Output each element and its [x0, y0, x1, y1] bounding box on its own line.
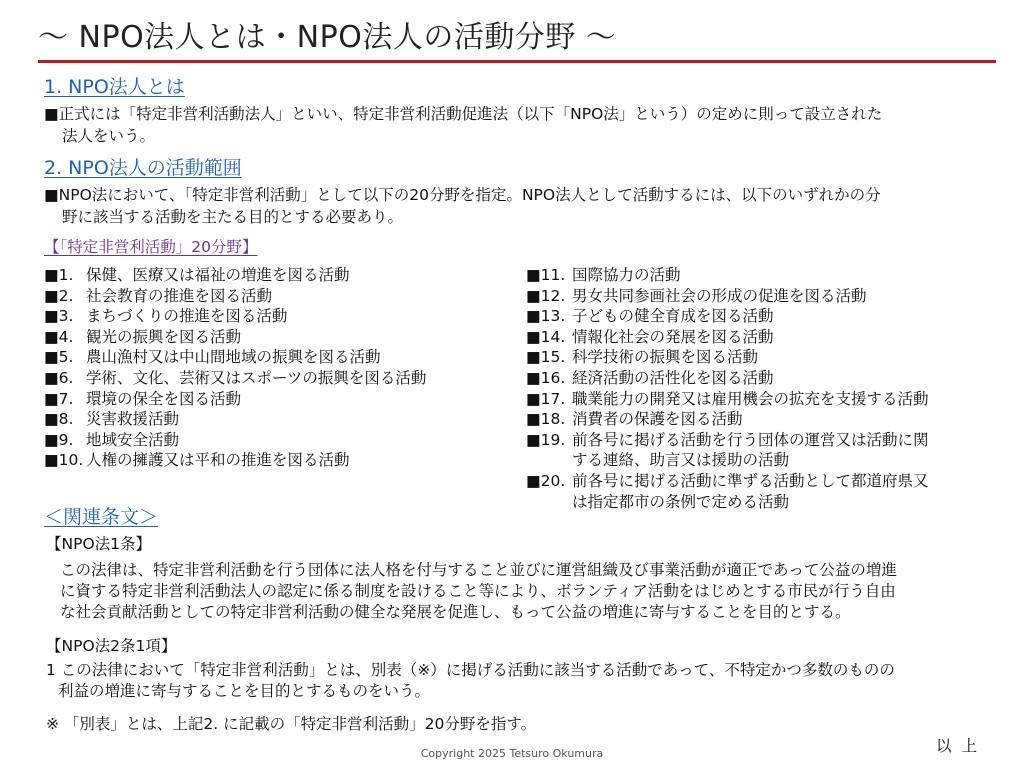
field-number: ■18.	[526, 410, 566, 429]
field-text: 職業能力の開発又は雇用機会の拡充を支援する活動	[572, 389, 929, 408]
field-number: ■7.	[44, 389, 74, 408]
field-number: ■5.	[44, 348, 74, 367]
section1-heading: 1. NPO法人とは	[44, 76, 185, 98]
field-text-line: 前各号に掲げる活動を行う団体の運営又は活動に関	[572, 430, 929, 449]
fields-heading: 【「特定非営利活動」20分野】	[44, 238, 258, 256]
field-number: ■11.	[526, 266, 566, 284]
end-mark: 以上	[936, 737, 988, 755]
field-item	[526, 368, 996, 389]
article1-line: この法律は、特定非営利活動を行う団体に法人格を付与すること並びに運営組織及び事業活動が適正であって公益の増進	[60, 561, 897, 579]
field-number: ■15.	[526, 348, 566, 367]
field-text: 経済活動の活性化を図る活動	[572, 368, 774, 387]
field-text: 地域安全活動	[86, 430, 180, 449]
field-number: ■14.	[526, 327, 566, 346]
field-text: 社会教育の推進を図る活動	[86, 286, 273, 305]
field-item	[44, 430, 514, 451]
field-item	[44, 327, 514, 348]
field-text: 人権の擁護又は平和の推進を図る活動	[86, 451, 350, 470]
field-text: 消費者の保護を図る活動	[572, 410, 743, 429]
field-text: 子どもの健全育成を図る活動	[572, 307, 774, 326]
section2-heading: 2. NPO法人の活動範囲	[44, 157, 242, 179]
footnote: ※ 「別表」とは、上記2. に記載の「特定非営利活動」20分野を指す。	[46, 715, 537, 733]
article1-label: 【NPO法1条】	[46, 535, 152, 553]
field-text	[572, 430, 929, 471]
article1-line: な社会貢献活動としての特定非営利活動の健全な発展を促進し、もって公益の増進に寄与することを目的とする。	[60, 603, 851, 621]
section2-line: 野に該当する活動を主たる目的とする必要あり。	[62, 208, 404, 226]
field-number: ■13.	[526, 307, 566, 326]
field-text: 災害救援活動	[86, 410, 180, 429]
field-number: ■8.	[44, 410, 74, 429]
field-text: 農山漁村又は中山間地域の振興を図る活動	[86, 348, 381, 367]
field-number: ■10.	[44, 451, 84, 470]
related-heading: ＜関連条文＞	[44, 506, 159, 528]
field-number: ■19.	[526, 430, 566, 449]
field-item	[44, 347, 514, 368]
field-text: まちづくりの推進を図る活動	[86, 307, 288, 326]
field-text: 男女共同参画社会の形成の促進を図る活動	[572, 286, 867, 305]
field-number: ■20.	[526, 471, 566, 490]
field-item	[526, 327, 996, 348]
field-number: ■2.	[44, 286, 74, 305]
field-item	[526, 409, 996, 430]
article2-body	[46, 660, 996, 702]
field-number: ■16.	[526, 368, 566, 387]
field-item	[526, 347, 996, 368]
field-number: ■3.	[44, 307, 74, 326]
field-text-line: 前各号に掲げる活動に準ずる活動として都道府県又	[572, 471, 929, 490]
field-item	[526, 430, 996, 471]
field-item	[526, 286, 996, 307]
field-number: ■1.	[44, 266, 74, 284]
article2-label: 【NPO法2条1項】	[46, 637, 177, 655]
field-text	[572, 471, 929, 512]
field-text-line: は指定都市の条例で定める活動	[572, 492, 790, 511]
section1-line: 法人をいう。	[62, 127, 156, 145]
article2-line: 利益の増進に寄与することを目的とするものをいう。	[58, 682, 431, 700]
field-text: 学術、文化、芸術又はスポーツの振興を図る活動	[86, 368, 427, 387]
field-text: 保健、医療又は福祉の増進を図る活動	[86, 266, 350, 284]
field-text: 環境の保全を図る活動	[86, 389, 242, 408]
field-number: ■9.	[44, 430, 74, 449]
copyright-text: Copyright 2025 Tetsuro Okumura	[420, 747, 604, 760]
page-title: 〜 NPO法人とは・NPO法人の活動分野 〜	[38, 20, 617, 55]
field-item	[44, 306, 514, 327]
field-number: ■17.	[526, 389, 566, 408]
section1-paragraph	[44, 103, 994, 147]
field-number: ■6.	[44, 368, 74, 387]
field-item	[44, 368, 514, 389]
field-item	[44, 265, 514, 286]
field-item	[44, 389, 514, 410]
field-text: 国際協力の活動	[572, 266, 681, 284]
field-number: ■4.	[44, 327, 74, 346]
section2-line: ■NPO法において、「特定非営利活動」として以下の20分野を指定。NPO法人として活動するには、以下のいずれかの分	[44, 186, 881, 204]
fields-list-right	[526, 265, 996, 512]
field-item	[526, 471, 996, 512]
field-item	[44, 450, 514, 471]
field-item	[526, 389, 996, 410]
section1-line: ■正式には「特定非営利活動法人」といい、特定非営利活動促進法（以下「NPO法」という）の定めに則って設立された	[44, 105, 883, 123]
fields-list-left	[44, 265, 514, 471]
field-item	[526, 265, 996, 286]
field-text-line: する連絡、助言又は援助の活動	[572, 451, 790, 470]
field-number: ■12.	[526, 286, 566, 305]
article1-body	[60, 560, 996, 623]
section2-paragraph	[44, 184, 994, 228]
field-text: 情報化社会の発展を図る活動	[572, 327, 774, 346]
article2-line: 1 この法律において「特定非営利活動」とは、別表（※）に掲げる活動に該当する活動であって、不特定かつ多数のものの	[46, 661, 895, 679]
field-text: 観光の振興を図る活動	[86, 327, 242, 346]
field-text: 科学技術の振興を図る活動	[572, 348, 759, 367]
field-item	[44, 286, 514, 307]
title-divider	[38, 60, 996, 63]
field-item	[526, 306, 996, 327]
field-item	[44, 409, 514, 430]
article1-line: に資する特定非営利活動法人の認定に係る制度を設けること等により、ボランティア活動をはじめとする市民が行う自由	[60, 582, 896, 600]
